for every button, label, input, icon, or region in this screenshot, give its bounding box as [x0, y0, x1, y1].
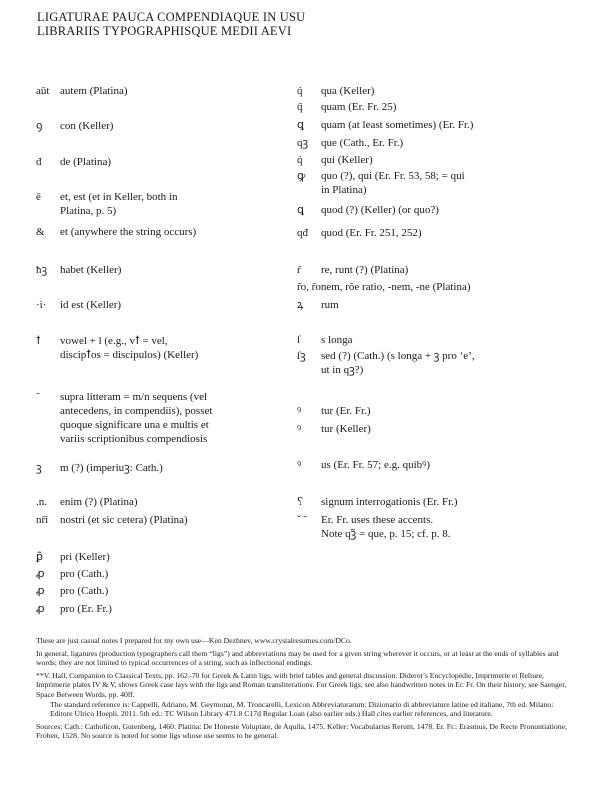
ligature-glyph: ꝓ — [36, 603, 45, 615]
ligature-glyph: ꝑ̃ — [36, 551, 43, 563]
ligature-glyph: ꝉ — [36, 335, 41, 347]
ligature-glyph: ꝗ — [297, 204, 304, 216]
ligature-meaning: tur (Keller) — [321, 423, 371, 435]
ligature-meaning: Note qꝫ̃ = que, p. 15; cf. p. 8. — [321, 528, 451, 540]
ligature-meaning: qua (Keller) — [321, 85, 375, 97]
ligature-glyph: ꝰ — [297, 405, 302, 417]
ligature-glyph: ꝓ — [36, 585, 45, 597]
note-sources: Sources: Cath.: Catholicon, Gutenberg, 1460. Platina: De Honeste Voluptate, de Aquila, 1475. Keller: Vocabularius Rerum, 1478. Er. Fr.: Erasmus, De Recte Pronuntiatione, Froben, 1528. No source is noted for some ligs whose use seems to be general. — [36, 721, 567, 741]
ligature-meaning: que (Cath., Er. Fr.) — [321, 137, 404, 149]
ligature-glyph: ē — [36, 191, 41, 203]
ligature-meaning: Platina, p. 5) — [60, 205, 117, 217]
ligature-meaning: ut in qꝫ?) — [321, 364, 364, 376]
ligature-meaning: con (Keller) — [60, 120, 114, 132]
ligature-meaning: variis scriptionibus compendiosis — [60, 433, 208, 445]
ligature-glyph: ꝗ — [297, 119, 304, 131]
ligature-meaning: Er. Fr. uses these accents. — [321, 514, 434, 526]
ligature-meaning: m (?) (imperiuꝫ: Cath.) — [60, 462, 163, 474]
ligature-meaning: qui (Keller) — [321, 154, 373, 166]
ligature-meaning: signum interrogationis (Er. Fr.) — [321, 496, 458, 508]
ligature-meaning: quam (at least sometimes) (Er. Fr.) — [321, 119, 474, 131]
ligature-meaning: enim (?) (Platina) — [60, 496, 138, 508]
title-line-2: LIBRARIIS TYPOGRAPHISQUE MEDII AEVI — [37, 24, 292, 38]
ligature-meaning: autem (Platina) — [60, 85, 128, 97]
ligature-meaning: tur (Er. Fr.) — [321, 405, 371, 417]
ligature-glyph: đ — [36, 156, 42, 168]
ligature-meaning: in Platina) — [321, 184, 367, 196]
title-line-1: LIGATURAE PAUCA COMPENDIAQUE IN USU — [37, 10, 306, 24]
page-title — [37, 10, 305, 38]
ligature-meaning: quo (?), qui (Er. Fr. 53, 58; = qui — [321, 170, 465, 182]
ligature-meaning: habet (Keller) — [60, 264, 122, 276]
ligature-meaning: quod (?) (Keller) (or quo?) — [321, 204, 439, 216]
ligature-meaning: et (anywhere the string occurs) — [60, 226, 197, 238]
ligature-meaning: rum — [321, 299, 339, 311]
ligature-meaning: r̃o, r̃onem, rõe ratio, -nem, -ne (Platina) — [297, 281, 471, 293]
ligature-glyph: q̇ — [297, 154, 303, 166]
ligature-meaning: pri (Keller) — [60, 551, 110, 563]
ligature-glyph: ·i· — [36, 299, 47, 311]
ligature-meaning: vowel + l (e.g., vꝉ = vel, — [60, 335, 168, 347]
ligature-glyph: ⸮ — [297, 496, 303, 508]
ligature-meaning: pro (Er. Fr.) — [60, 603, 112, 615]
ligature-glyph: qđ — [297, 227, 308, 239]
footnotes — [36, 636, 576, 741]
note-hall: **V. Hall, Companion to Classical Texts, pp. 162–70 for Greek & Latin ligs, with brief tables and general discussion. Diderot’s Encyclopédie, Imprimerie et Reliure, Imprimerie plates IV & V, shows Greek case lays with the ligs and Roman transliterations. For Greek ligs, see also handwritten notes in Er. Fr. On their history, see Saenger, Space Between Words, pp. 40ff. — [36, 670, 567, 699]
ligature-glyph: nr̄i — [36, 514, 49, 526]
ligature-glyph: ꝓ — [36, 568, 45, 580]
note-author: These are just casual notes I prepared for my own use—Ken Dezhnev, www.crystalresumes.com/DCo. — [36, 636, 352, 645]
note-reference: The standard reference is: Cappelli, Adriano, M. Geymonat, M. Troncarelli, Lexicon Abbreviaturarum: Dizionario di abbreviature latine ed italiane, 7th ed. Milano: Editore Ulrico Hoepli, 2011. 5th ed.: TC Wilson Library 471.8 C17d Regular Loan (also earlier eds.) Hall cites earlier references, and literature. — [50, 699, 554, 719]
ligature-meaning: sed (?) (Cath.) (s longa + ꝫ pro ‘e’, — [321, 350, 475, 362]
ligature-meaning: pro (Cath.) — [60, 585, 109, 597]
ligature-meaning: et, est (et in Keller, both in — [60, 191, 178, 203]
ligature-glyph: ˜ — [36, 391, 40, 403]
ligature-meaning: quod (Er. Fr. 251, 252) — [321, 227, 422, 239]
ligature-meaning: supra litteram = m/n sequens (vel — [60, 391, 208, 403]
ligature-glyph: .n. — [36, 496, 47, 508]
ligature-meaning: pro (Cath.) — [60, 568, 109, 580]
ligature-meaning: discipꝉos = discipulos) (Keller) — [60, 349, 199, 361]
ligature-glyph: ſꝫ — [297, 350, 306, 362]
ligature-glyph: r̃ — [297, 264, 301, 276]
ligature-meaning: quam (Er. Fr. 25) — [321, 101, 397, 113]
ligature-glyph: ꝝ — [297, 299, 304, 311]
ligature-meaning: id est (Keller) — [60, 299, 122, 311]
ligature-meaning: us (Er. Fr. 57; e.g. quibꝰ) — [321, 459, 431, 471]
ligature-glyph: ꝰ — [297, 459, 302, 471]
ligature-glyph: ꝫ — [36, 462, 42, 474]
ligature-glyph: ꝰ — [297, 423, 302, 435]
ligature-meaning: quoque significare una e multis et — [60, 419, 209, 431]
ligature-glyph: & — [36, 226, 45, 238]
ligature-glyph: aūt — [36, 85, 50, 97]
ligature-meaning: de (Platina) — [60, 156, 112, 168]
ligature-meaning: antecedens, in compendiis), posset — [60, 405, 213, 417]
ligature-glyph: q̄ — [297, 101, 303, 113]
ligature-meaning: re, runt (?) (Platina) — [321, 264, 409, 276]
ligature-glyph: qꝫ — [297, 137, 309, 149]
note-general: In general, ligatures (production typographers call them “ligs”) and abbreviations may be used for a given string wherever it occurs, or at least at the ends of syllables and words; they are not limited to typical occurrences of a string, such as inflectional endings. — [36, 648, 559, 668]
ligature-meaning: nostri (et sic cetera) (Platina) — [60, 514, 188, 526]
ligature-glyph: ꝙ — [297, 170, 306, 182]
ligature-glyph: ꝯ — [36, 120, 43, 132]
ligature-glyph: q̇ — [297, 85, 303, 97]
ligature-glyph: ſ — [297, 334, 301, 346]
ligature-glyph: ˇ ˜ — [297, 514, 308, 526]
ligature-meaning: s longa — [321, 334, 353, 346]
ligature-glyph: ħꝫ — [36, 264, 48, 276]
